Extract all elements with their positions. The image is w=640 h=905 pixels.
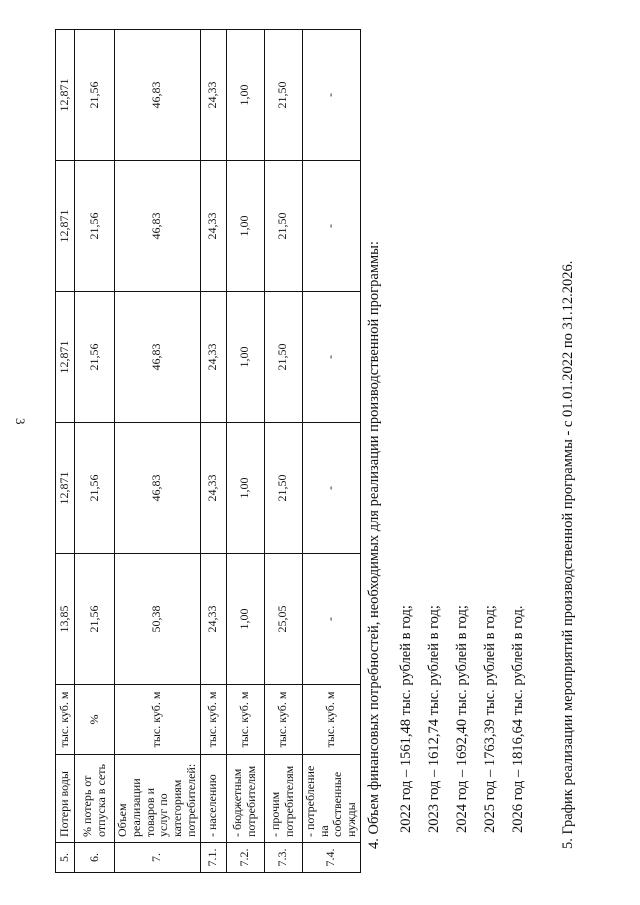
value-cell: - xyxy=(302,292,360,423)
value-cell: 12,871 xyxy=(56,161,75,292)
value-cell: - xyxy=(302,554,360,685)
value-cell: 1,00 xyxy=(226,423,264,554)
row-number-cell: 7.2. xyxy=(226,843,264,873)
value-cell: 21,50 xyxy=(264,30,302,161)
value-cell: 24,33 xyxy=(200,161,226,292)
value-cell: - xyxy=(302,161,360,292)
row-number-cell: 5. xyxy=(56,843,75,873)
financial-needs-heading: 4. Объем финансовых потребностей, необходимых для реализации производственной программы: xyxy=(366,241,382,849)
table-row xyxy=(56,30,75,873)
row-number-cell: 6. xyxy=(75,843,115,873)
indicator-name-cell: - населению xyxy=(200,755,226,843)
value-cell: 24,33 xyxy=(200,30,226,161)
value-cell: 12,871 xyxy=(56,423,75,554)
indicator-name-cell: - бюджетным потребителям xyxy=(226,755,264,843)
rotated-content xyxy=(55,30,640,873)
value-cell: 21,50 xyxy=(264,423,302,554)
row-number-cell: 7.4. xyxy=(302,843,360,873)
value-cell: 1,00 xyxy=(226,554,264,685)
financial-needs-line: 2026 год – 1816,64 тыс. рублей в год. xyxy=(510,605,526,833)
unit-cell: тыс. куб. м xyxy=(115,685,201,755)
value-cell: 12,871 xyxy=(56,292,75,423)
value-cell: 24,33 xyxy=(200,292,226,423)
value-cell: 21,56 xyxy=(75,423,115,554)
unit-cell: тыс. куб. м xyxy=(264,685,302,755)
value-cell: 1,00 xyxy=(226,30,264,161)
table-row xyxy=(302,30,360,873)
page-number: 3 xyxy=(13,418,28,425)
table-row xyxy=(75,30,115,873)
financial-needs-line: 2025 год – 1763,39 тыс. рублей в год; xyxy=(482,605,498,833)
value-cell: 21,56 xyxy=(75,292,115,423)
unit-cell: тыс. куб. м xyxy=(226,685,264,755)
value-cell: - xyxy=(302,423,360,554)
row-number-cell: 7.3. xyxy=(264,843,302,873)
financial-needs-line: 2024 год – 1692,40 тыс. рублей в год; xyxy=(454,605,470,833)
value-cell: 46,83 xyxy=(115,161,201,292)
indicator-name-cell: % потерь от отпуска в сеть xyxy=(75,755,115,843)
value-cell: 50,38 xyxy=(115,554,201,685)
value-cell: 21,56 xyxy=(75,554,115,685)
financial-needs-line: 2022 год – 1561,48 тыс. рублей в год; xyxy=(398,605,414,833)
financial-needs-list xyxy=(392,34,532,849)
value-cell: 13,85 xyxy=(56,554,75,685)
table-row xyxy=(264,30,302,873)
unit-cell: тыс. куб. м xyxy=(200,685,226,755)
unit-cell: % xyxy=(75,685,115,755)
indicator-name-cell: - потребление на собственные нужды xyxy=(302,755,360,843)
row-number-cell: 7. xyxy=(115,843,201,873)
value-cell: 21,56 xyxy=(75,30,115,161)
indicator-name-cell: Объем реализации товаров и услуг по категориям потребителей: xyxy=(115,755,201,843)
value-cell: 21,50 xyxy=(264,161,302,292)
unit-cell: тыс. куб. м xyxy=(56,685,75,755)
table-body xyxy=(56,30,361,873)
table-row xyxy=(226,30,264,873)
unit-cell: тыс. куб. м xyxy=(302,685,360,755)
value-cell: 46,83 xyxy=(115,423,201,554)
value-cell: 21,56 xyxy=(75,161,115,292)
value-cell: 46,83 xyxy=(115,30,201,161)
value-cell: 1,00 xyxy=(226,161,264,292)
value-cell: 25,05 xyxy=(264,554,302,685)
value-cell: 12,871 xyxy=(56,30,75,161)
value-cell: 24,33 xyxy=(200,423,226,554)
indicator-name-cell: - прочим потребителям xyxy=(264,755,302,843)
row-number-cell: 7.1. xyxy=(200,843,226,873)
indicator-name-cell: Потери воды xyxy=(56,755,75,843)
table-row xyxy=(200,30,226,873)
value-cell: - xyxy=(302,30,360,161)
notes-section xyxy=(360,34,582,849)
production-program-table xyxy=(55,29,361,873)
schedule-text: 5. График реализации мероприятий производственной программы - с 01.01.2022 по 31.12.2026. xyxy=(560,260,576,849)
value-cell: 46,83 xyxy=(115,292,201,423)
value-cell: 1,00 xyxy=(226,292,264,423)
financial-needs-line: 2023 год – 1612,74 тыс. рублей в год; xyxy=(426,605,442,833)
value-cell: 24,33 xyxy=(200,554,226,685)
table-row xyxy=(115,30,201,873)
value-cell: 21,50 xyxy=(264,292,302,423)
